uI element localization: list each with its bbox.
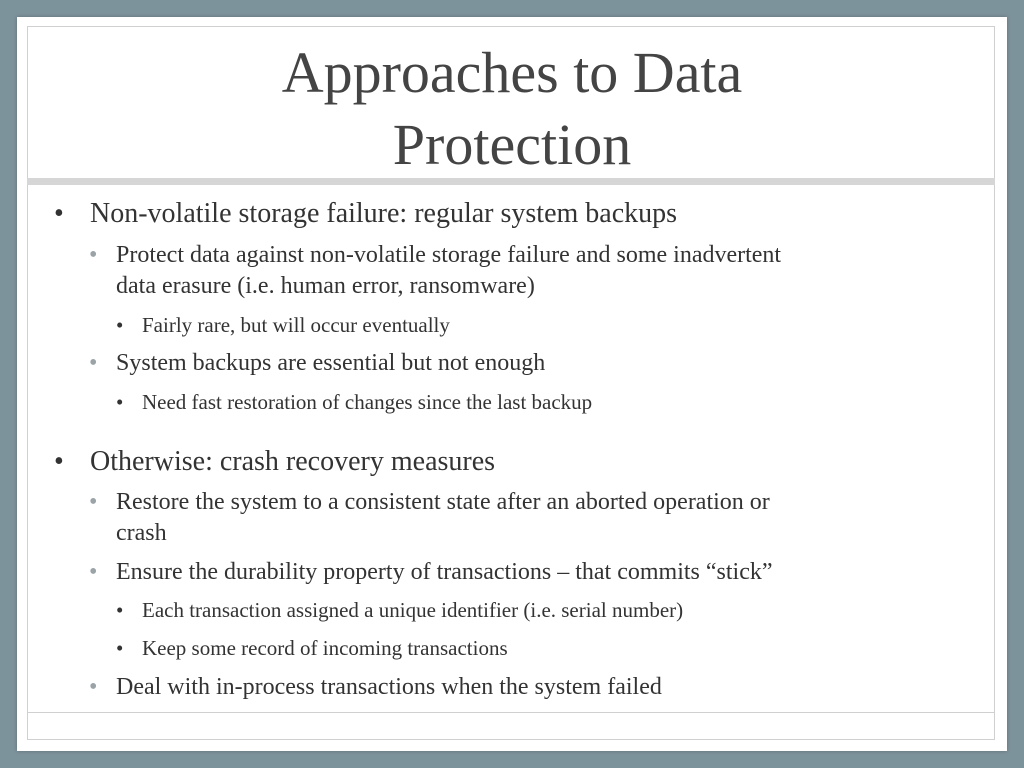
bullet-marker: • xyxy=(89,242,98,268)
bullet-text: Non-volatile storage failure: regular system backups xyxy=(90,198,678,229)
bullet-marker: • xyxy=(116,598,124,622)
bullet-text: data erasure (i.e. human error, ransomware) xyxy=(116,273,535,299)
bullet-marker: • xyxy=(54,446,64,477)
bullet-text: Restore the system to a consistent state after an aborted operation or xyxy=(116,489,770,515)
slide-title-line-1: Approaches to Data xyxy=(281,40,743,105)
bullet-marker: • xyxy=(89,559,98,585)
bullet-text: System backups are essential but not enough xyxy=(116,350,546,376)
bullet-text: Each transaction assigned a unique identifier (i.e. serial number) xyxy=(142,598,684,622)
bullet-text: Keep some record of incoming transactions xyxy=(142,636,508,660)
bullet-marker: • xyxy=(89,489,98,515)
bullet-marker: • xyxy=(116,313,124,337)
footer-divider xyxy=(27,712,995,713)
bullet-text: crash xyxy=(116,520,167,546)
bullet-text: Ensure the durability property of transactions – that commits “stick” xyxy=(116,559,773,585)
bullet-text: Protect data against non-volatile storage failure and some inadvertent xyxy=(116,242,782,268)
bullet-text: Deal with in-process transactions when the system failed xyxy=(116,674,662,700)
slide xyxy=(17,17,1007,751)
slide-body xyxy=(17,17,1007,751)
slide-title-line-2: Protection xyxy=(392,112,632,177)
bullet-marker: • xyxy=(54,198,64,229)
bullet-text: Otherwise: crash recovery measures xyxy=(90,446,496,477)
bullet-marker: • xyxy=(89,674,98,700)
bullet-marker: • xyxy=(89,350,98,376)
bullet-text: Fairly rare, but will occur eventually xyxy=(142,313,450,337)
bullet-marker: • xyxy=(116,390,124,414)
bullet-text: Need fast restoration of changes since the last backup xyxy=(142,390,593,414)
bullet-marker: • xyxy=(116,636,124,660)
